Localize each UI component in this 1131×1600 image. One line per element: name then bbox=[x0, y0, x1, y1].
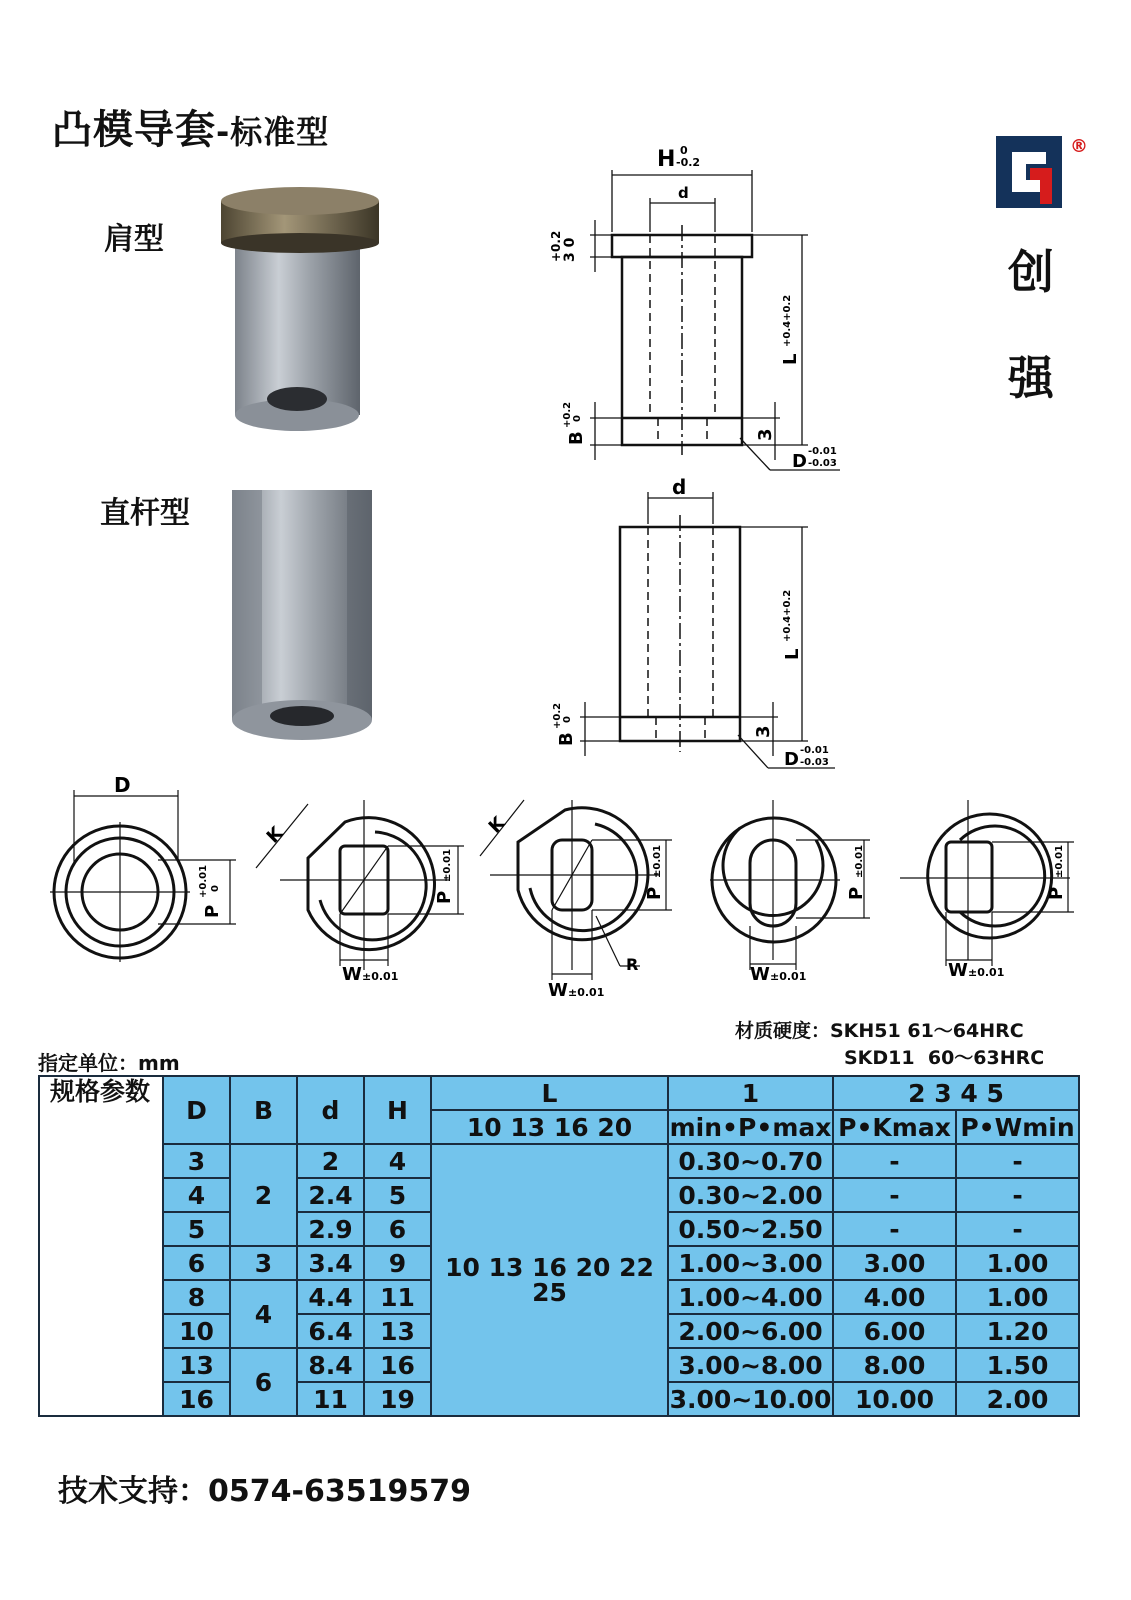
sec3-P: P bbox=[644, 886, 665, 900]
cell-p: 3.00~10.00 bbox=[668, 1382, 833, 1416]
cell-L: 10 13 16 20 22 25 bbox=[431, 1144, 668, 1416]
dim-D-tol-down: -0.03 bbox=[808, 458, 837, 469]
dim-D: D bbox=[792, 451, 807, 472]
sec4-P: P bbox=[846, 886, 867, 900]
sec-D: D bbox=[114, 773, 131, 797]
section-oval bbox=[710, 800, 870, 970]
cell-p: 0.50~2.50 bbox=[668, 1212, 833, 1246]
sec2-P: P bbox=[434, 890, 455, 904]
cell-H: 16 bbox=[364, 1348, 431, 1382]
dim-L: L bbox=[780, 353, 801, 365]
sec5-P: P bbox=[1046, 886, 1067, 900]
unit-label: 指定单位：mm bbox=[38, 1051, 180, 1075]
dim-H-tol-down: -0.2 bbox=[676, 156, 701, 169]
cell-w: 1.00 bbox=[956, 1280, 1079, 1314]
cell-k: - bbox=[833, 1144, 956, 1178]
dim-head-tol: +0.2 bbox=[549, 230, 563, 262]
dim-B: B bbox=[566, 431, 587, 445]
th-d: d bbox=[297, 1076, 364, 1144]
drawing-shoulder bbox=[540, 140, 860, 480]
cell-D: 6 bbox=[163, 1246, 230, 1280]
cell-d: 4.4 bbox=[297, 1280, 364, 1314]
cell-w: 1.50 bbox=[956, 1348, 1079, 1382]
section-square-flat bbox=[256, 800, 464, 970]
th-B: B bbox=[230, 1076, 297, 1144]
dim-H-tol-up: 0 bbox=[680, 144, 688, 157]
sec1-P: P bbox=[202, 904, 223, 918]
cell-p: 3.00~8.00 bbox=[668, 1348, 833, 1382]
sec5-W-tol: ±0.01 bbox=[968, 966, 1005, 979]
cell-B: 6 bbox=[230, 1348, 297, 1416]
sec5-P-tol: ±0.01 bbox=[1054, 844, 1065, 878]
sec5-W: W bbox=[948, 960, 968, 981]
cell-w: 2.00 bbox=[956, 1382, 1079, 1416]
cell-p: 1.00~3.00 bbox=[668, 1246, 833, 1280]
cell-d: 11 bbox=[297, 1382, 364, 1416]
sec3-R: R bbox=[626, 955, 639, 974]
brand-logo-icon bbox=[990, 128, 1100, 218]
dim-D2-tol-up: -0.01 bbox=[800, 745, 829, 756]
brand-char-2: 强 bbox=[1008, 351, 1054, 405]
registered-mark: ® bbox=[1070, 136, 1088, 157]
cell-d: 6.4 bbox=[297, 1314, 364, 1348]
cell-d: 2 bbox=[297, 1144, 364, 1178]
cell-H: 19 bbox=[364, 1382, 431, 1416]
sec1-P-tol: +0.01 bbox=[198, 864, 209, 898]
cell-d: 2.4 bbox=[297, 1178, 364, 1212]
label-shoulder: 肩型 bbox=[104, 222, 164, 257]
sec4-W: W bbox=[750, 964, 770, 985]
cell-B: 4 bbox=[230, 1280, 297, 1348]
material-line-2: SKD11 60～63HRC bbox=[844, 1047, 1045, 1069]
dim-3b: 3 bbox=[753, 725, 774, 738]
th-kmax: P•Kmax bbox=[833, 1110, 956, 1144]
sec3-K: K bbox=[484, 812, 510, 838]
dim-L-tol: +0.4+0.2 bbox=[782, 294, 793, 347]
cell-D: 4 bbox=[163, 1178, 230, 1212]
straight-bushing-photo bbox=[222, 480, 382, 755]
th-D: D bbox=[163, 1076, 230, 1144]
cell-w: 1.20 bbox=[956, 1314, 1079, 1348]
dim-3: 3 bbox=[755, 428, 776, 441]
th-1-sub: min•P•max bbox=[668, 1110, 833, 1144]
cell-p: 0.30~2.00 bbox=[668, 1178, 833, 1212]
dim-D2-tol-down: -0.03 bbox=[800, 757, 829, 768]
cell-B: 3 bbox=[230, 1246, 297, 1280]
cell-D: 5 bbox=[163, 1212, 230, 1246]
cell-w: - bbox=[956, 1178, 1079, 1212]
dim-D2: D bbox=[784, 749, 799, 770]
th-L: L bbox=[431, 1076, 668, 1110]
cell-d: 3.4 bbox=[297, 1246, 364, 1280]
dim-B-tol2: 0 bbox=[572, 415, 583, 422]
dim-B2-tol: +0.2 bbox=[552, 702, 563, 729]
sec2-P-tol: ±0.01 bbox=[442, 848, 453, 882]
dim-L2: L bbox=[782, 648, 803, 660]
sec4-W-tol: ±0.01 bbox=[770, 970, 807, 983]
sec1-P-tol-b: 0 bbox=[210, 885, 221, 892]
th-1: 1 bbox=[668, 1076, 833, 1110]
cell-k: 6.00 bbox=[833, 1314, 956, 1348]
cell-p: 1.00~4.00 bbox=[668, 1280, 833, 1314]
th-H: H bbox=[364, 1076, 431, 1144]
sec2-K: K bbox=[262, 822, 288, 848]
cell-p: 0.30~0.70 bbox=[668, 1144, 833, 1178]
cell-w: 1.00 bbox=[956, 1246, 1079, 1280]
cell-k: 4.00 bbox=[833, 1280, 956, 1314]
cell-H: 4 bbox=[364, 1144, 431, 1178]
cell-B: 2 bbox=[230, 1144, 297, 1246]
cell-D: 16 bbox=[163, 1382, 230, 1416]
sec2-W-tol: ±0.01 bbox=[362, 970, 399, 983]
th-wmin: P•Wmin bbox=[956, 1110, 1079, 1144]
dim-d: d bbox=[678, 184, 689, 202]
cell-D: 13 bbox=[163, 1348, 230, 1382]
brand-char-1: 创 bbox=[1008, 245, 1054, 299]
sec3-W-tol: ±0.01 bbox=[568, 986, 605, 999]
title-sub: -标准型 bbox=[216, 113, 330, 151]
section-square bbox=[900, 800, 1074, 966]
cell-k: - bbox=[833, 1212, 956, 1246]
sec3-W: W bbox=[548, 980, 568, 1001]
cell-D: 10 bbox=[163, 1314, 230, 1348]
cell-H: 5 bbox=[364, 1178, 431, 1212]
cell-D: 8 bbox=[163, 1280, 230, 1314]
sec2-W: W bbox=[342, 964, 362, 985]
material-line-1: 材质硬度：SKH51 61～64HRC bbox=[735, 1020, 1024, 1042]
cell-k: 3.00 bbox=[833, 1246, 956, 1280]
dim-B2: B bbox=[556, 732, 577, 746]
cell-D: 3 bbox=[163, 1144, 230, 1178]
dim-L2-tol: +0.4+0.2 bbox=[782, 589, 793, 642]
cell-w: - bbox=[956, 1144, 1079, 1178]
dim-H: H bbox=[657, 147, 676, 172]
dim-head-val: 3 0 bbox=[562, 237, 578, 262]
cell-d: 2.9 bbox=[297, 1212, 364, 1246]
cell-H: 11 bbox=[364, 1280, 431, 1314]
label-straight: 直杆型 bbox=[100, 496, 190, 531]
dim-d2: d bbox=[672, 475, 687, 499]
cell-k: - bbox=[833, 1178, 956, 1212]
table-row bbox=[39, 1144, 1079, 1178]
dim-B2-tol2: 0 bbox=[562, 716, 573, 723]
cell-k: 8.00 bbox=[833, 1348, 956, 1382]
drawing-straight bbox=[540, 470, 860, 780]
tech-support: 技术支持：0574-63519579 bbox=[58, 1474, 471, 1509]
page-title bbox=[52, 98, 329, 155]
cell-w: - bbox=[956, 1212, 1079, 1246]
th-L-sub: 10 13 16 20 bbox=[431, 1110, 668, 1144]
table-corner: 规格参数 bbox=[39, 1076, 163, 1416]
cell-k: 10.00 bbox=[833, 1382, 956, 1416]
dim-B-tol: +0.2 bbox=[562, 401, 573, 428]
cell-H: 13 bbox=[364, 1314, 431, 1348]
cell-H: 6 bbox=[364, 1212, 431, 1246]
sec4-P-tol: ±0.01 bbox=[854, 844, 865, 878]
cell-p: 2.00~6.00 bbox=[668, 1314, 833, 1348]
dim-D-tol-up: -0.01 bbox=[808, 446, 837, 457]
sec3-P-tol: ±0.01 bbox=[652, 844, 663, 878]
spec-table bbox=[38, 1075, 1080, 1417]
th-2345: 2 3 4 5 bbox=[833, 1076, 1079, 1110]
cross-sections bbox=[40, 770, 1100, 1005]
cell-d: 8.4 bbox=[297, 1348, 364, 1382]
title-main: 凸模导套 bbox=[52, 107, 216, 153]
shoulder-bushing-photo bbox=[215, 185, 390, 435]
cell-H: 9 bbox=[364, 1246, 431, 1280]
